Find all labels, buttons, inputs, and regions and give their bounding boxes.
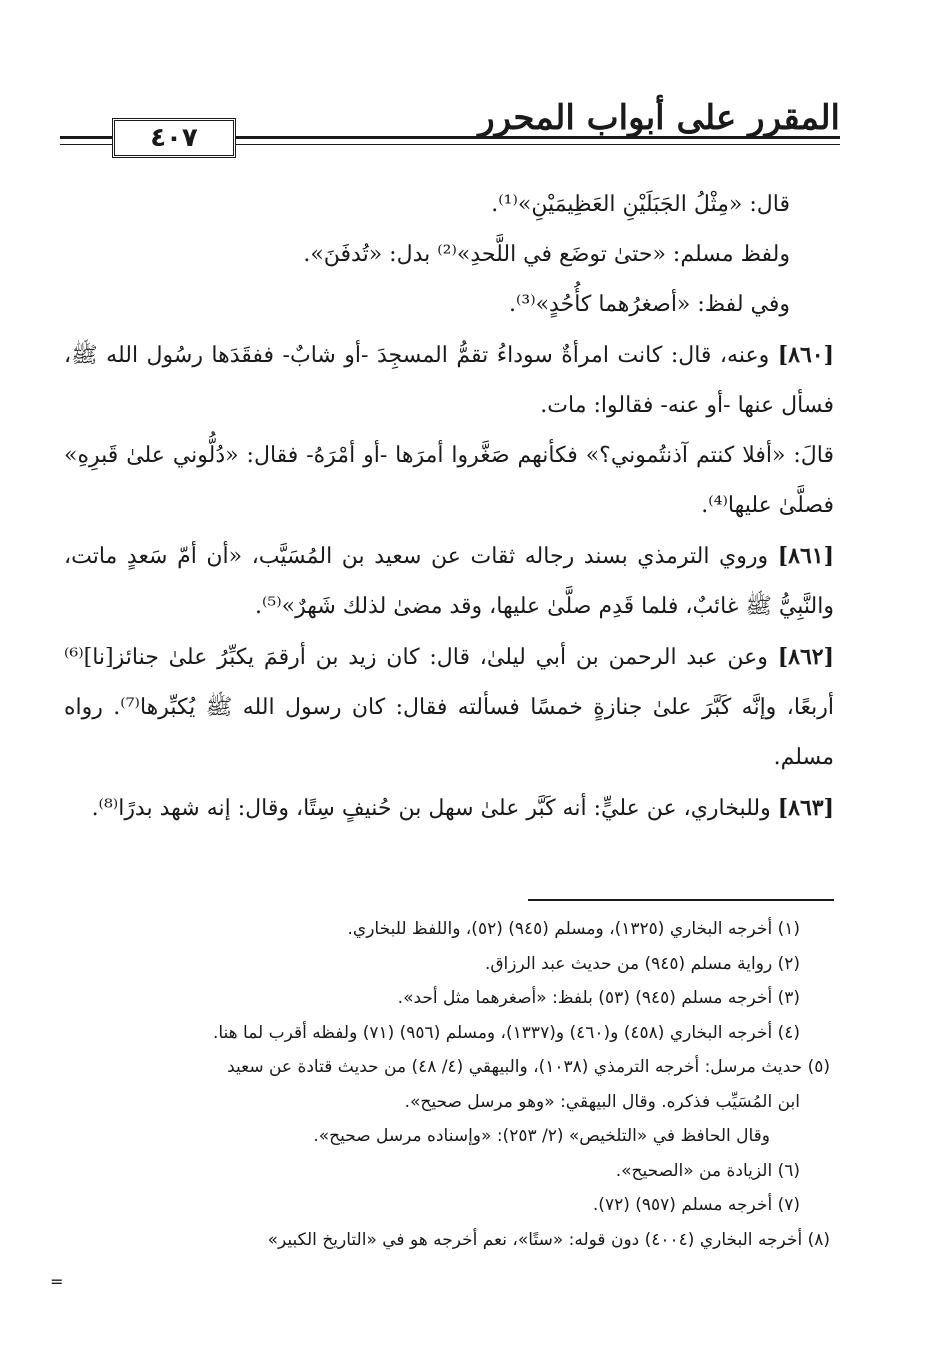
footnote: (١) أخرجه البخاري (١٣٢٥)، ومسلم (٩٤٥) (٥٢)، واللفظ للبخاري.: [347, 919, 800, 939]
hadith-number: [٨٦١]: [777, 543, 835, 569]
page-number: ٤٠٧: [112, 118, 236, 158]
footnote-continuation: ابن المُسَيِّب فذكره. وقال البيهقي: «وهو مرسل صحيح».: [404, 1091, 800, 1112]
main-text: [64, 180, 834, 834]
hadith-paragraph: [64, 330, 834, 431]
hadith-text: وعن عبد الرحمن بن أبي ليلىٰ، قال: كان زيد بن أرقمَ يكبِّرُ علىٰ جنائز[نا]⁽⁶⁾ أربعًا، وإنَّه كَبَّرَ علىٰ جنازةٍ خمسًا فسألته فقال: كان رسول الله ﷺ يُكبِّرها⁽⁷⁾. رواه مسلم.: [64, 645, 835, 770]
hadith-text: وروي الترمذي بسند رجاله ثقات عن سعيد بن المُسَيَّب، «أن أمّ سَعدٍ ماتت، والنَّبِيُّ ﷺ غائبٌ، فلما قَدِم صلَّىٰ عليها، وقد مضىٰ لذلك شَهرٌ»⁽⁵⁾.: [64, 544, 834, 619]
footnote: (٨) أخرجه البخاري (٤٠٠٤) دون قوله: «ستًا»، نعم أخرجه هو في «التاريخ الكبير»: [267, 1229, 830, 1250]
hadith-text: وعنه، قال: كانت امرأةٌ سوداءُ تقمُّ المسجِدَ -أو شابٌ- ففقَدَها رسُول الله ﷺ، فسأل عنها -أو عنه- فقالوا: مات.: [64, 343, 834, 418]
hadith-paragraph: [64, 783, 834, 834]
hadith-paragraph: [64, 632, 834, 783]
footnote: (٥) حديث مرسل: أخرجه الترمذي (١٠٣٨)، والبيهقي (٤/ ٤٨) من حديث قتادة عن سعيد: [227, 1057, 830, 1077]
footnote: (٦) الزيادة من «الصحيح».: [615, 1160, 800, 1181]
hadith-text: وللبخاري، عن عليٍّ: أنه كَبَّر علىٰ سهل بن حُنيفٍ سِتًا، وقال: إنه شهد بدرًا⁽⁸⁾.: [91, 796, 771, 821]
hadith-paragraph: [64, 531, 834, 632]
footnote: (٢) رواية مسلم (٩٤٥) من حديث عبد الرزاق.: [484, 953, 800, 974]
footnote: (٧) أخرجه مسلم (٩٥٧) (٧٢).: [592, 1195, 800, 1215]
footnote-separator: [528, 899, 834, 901]
footnote: (٣) أخرجه مسلم (٩٤٥) (٥٣) بلفظ: «أصغرهما مثل أحد».: [397, 988, 800, 1008]
hadith-number: [٨٦٣]: [777, 795, 834, 821]
hadith-number: [٨٦٢]: [777, 644, 834, 670]
page-header: [60, 96, 840, 166]
footnote-continuation: وقال الحافظ في «التلخيص» (٢/ ٢٥٣): «وإسناده مرسل صحيح».: [313, 1126, 770, 1146]
running-title: المقرر على أبواب المحرر: [478, 98, 840, 138]
paragraph: ولفظ مسلم: «حتىٰ توضَع في اللَّحدِ»⁽²⁾ بدل: «تُدفَنَ».: [303, 242, 790, 267]
footnotes: [60, 912, 830, 1257]
hadith-number: [٨٦٠]: [777, 342, 835, 368]
continuation-mark: =: [50, 1272, 64, 1291]
paragraph: وفي لفظ: «أصغرُهما كأُحُدٍ»⁽³⁾.: [508, 292, 790, 317]
paragraph: قالَ: «أفلا كنتم آذنتُموني؟» فكأنهم صَغَّروا أمرَها -أو أمْرَهُ- فقال: «دُلُّوني علىٰ قَبرِهِ» فصلَّىٰ عليها⁽⁴⁾.: [64, 443, 834, 518]
footnote: (٤) أخرجه البخاري (٤٥٨) و(٤٦٠) و(١٣٣٧)، ومسلم (٩٥٦) (٧١) ولفظه أقرب لما هنا.: [212, 1022, 800, 1043]
paragraph: قال: «مِثْلُ الجَبَلَيْنِ العَظِيمَيْنِ»⁽¹⁾.: [491, 192, 790, 217]
